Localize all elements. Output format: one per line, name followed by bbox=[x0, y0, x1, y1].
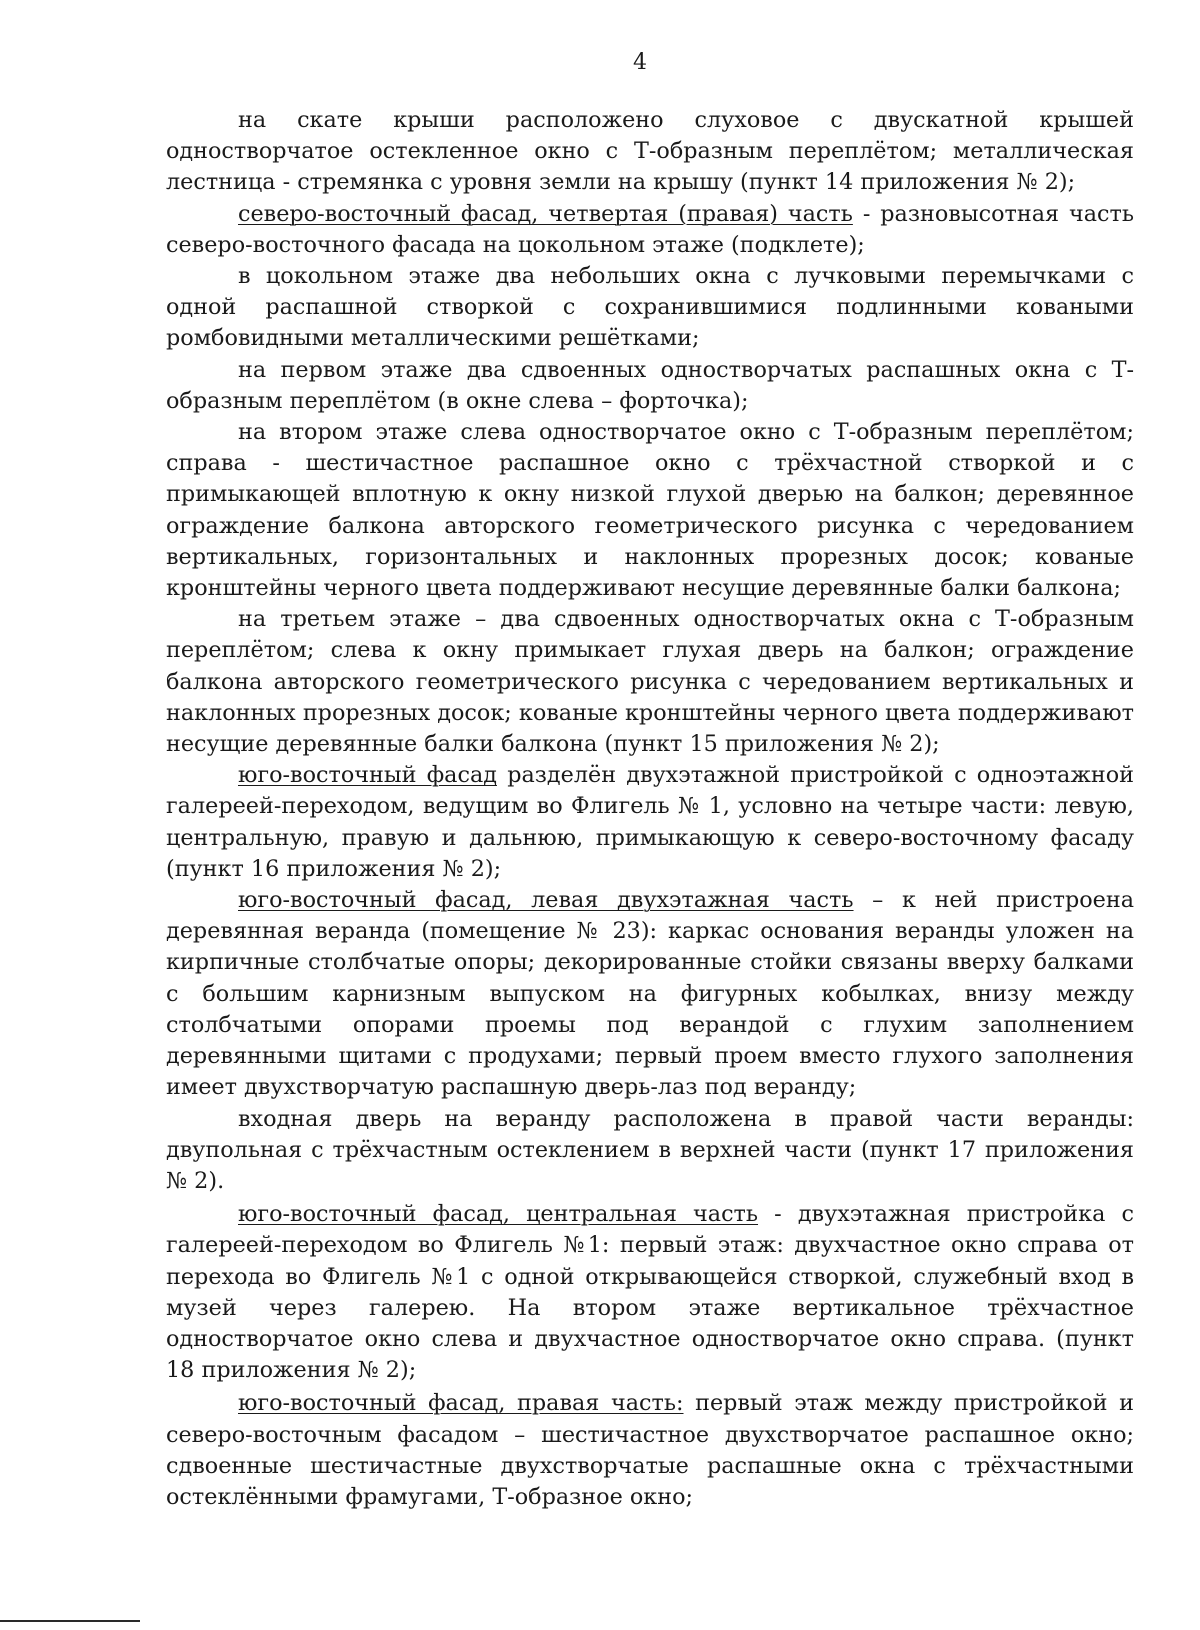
page-number: 4 bbox=[633, 50, 647, 75]
paragraph bbox=[166, 355, 1134, 417]
paragraph bbox=[166, 1388, 1134, 1513]
paragraph-text: - двухэтажная пристройка с галереей-переходом во Флигель №1: первый этаж: двухчастное окно справа от перехода во Флигель №1 с одной открывающейся створкой, служебный вход в музей через галерею. На втором этаже вертикальное трёхчастное одностворчатое окно слева и двухчастное одностворчатое окно справа. (пункт 18 приложения № 2); bbox=[166, 1201, 1134, 1384]
section-heading: юго-восточный фасад bbox=[238, 762, 497, 789]
section-heading: юго-восточный фасад, центральная часть bbox=[238, 1201, 759, 1228]
paragraph bbox=[166, 604, 1134, 760]
section-heading: юго-восточный фасад, правая часть: bbox=[238, 1390, 684, 1417]
paragraph-text: - разновысотная часть северо-восточного фасада на цокольном этаже (подклете); bbox=[166, 200, 1134, 258]
paragraph bbox=[166, 885, 1134, 1103]
document-body bbox=[166, 105, 1134, 1513]
paragraph-text: на третьем этаже – два сдвоенных одностворчатых окна с Т-образным переплётом; слева к окну примыкает глухая дверь на балкон; ограждение балкона авторского геометрического рисунка с чередованием вертикальных и наклонных прорезных досок; кованые кронштейны черного цвета поддерживают несущие деревянные балки балкона (пункт 15 приложения № 2); bbox=[166, 606, 1134, 758]
paragraph bbox=[166, 1104, 1134, 1198]
paragraph-text: – к ней пристроена деревянная веранда (помещение № 23): каркас основания веранды уложен на кирпичные столбчатые опоры; декорированные стойки связаны вверху балками с большим карнизным выпуском на фигурных кобылках, внизу между столбчатыми опорами проемы под верандой с глухим заполнением деревянными щитами с продухами; первый проем вместо глухого заполнения имеет двухстворчатую распашную дверь-лаз под веранду; bbox=[166, 887, 1134, 1101]
paragraph-text: первый этаж между пристройкой и северо-восточным фасадом – шестичастное двухстворчатое распашное окно; сдвоенные шестичастные двухстворчатые распашные окна с трёхчастными остеклёнными фрамугами, Т-образное окно; bbox=[166, 1390, 1134, 1510]
paragraph bbox=[166, 261, 1134, 355]
paragraph-text: в цокольном этаже два небольших окна с лучковыми перемычками с одной распашной створкой с сохранившимися подлинными коваными ромбовидными металлическими решётками; bbox=[166, 263, 1134, 352]
paragraph bbox=[166, 417, 1134, 604]
paragraph-text: разделён двухэтажной пристройкой с одноэтажной галереей-переходом, ведущим во Флигель № 1, условно на четыре части: левую, центральную, правую и дальнюю, примыкающую к северо-восточному фасаду (пункт 16 приложения № 2); bbox=[166, 762, 1134, 882]
section-heading: юго-восточный фасад, левая двухэтажная часть bbox=[238, 887, 854, 914]
paragraph bbox=[166, 199, 1134, 261]
paragraph bbox=[166, 1199, 1134, 1386]
paragraph-text: на втором этаже слева одностворчатое окно с Т-образным переплётом; справа - шестичастное распашное окно с трёхчастной створкой и с примыкающей вплотную к окну низкой глухой дверью на балкон; деревянное ограждение балкона авторского геометрического рисунка с чередованием вертикальных, горизонтальных и наклонных прорезных досок; кованые кронштейны черного цвета поддерживают несущие деревянные балки балкона; bbox=[166, 419, 1134, 602]
paragraph-text: входная дверь на веранду расположена в правой части веранды: двупольная с трёхчастным остеклением в верхней части (пункт 17 приложения № 2). bbox=[166, 1105, 1134, 1194]
section-heading: северо-восточный фасад, четвертая (правая) часть bbox=[238, 200, 853, 227]
paragraph-text: на первом этаже два сдвоенных одностворчатых распашных окна с Т-образным переплётом (в окне слева – форточка); bbox=[166, 356, 1134, 414]
footer-rule bbox=[0, 1620, 140, 1622]
paragraph bbox=[166, 105, 1134, 199]
paragraph-text: на скате крыши расположено слуховое с двускатной крышей одностворчатое остекленное окно с Т-образным переплётом; металлическая лестница - стремянка с уровня земли на крышу (пункт 14 приложения № 2); bbox=[166, 107, 1134, 196]
paragraph bbox=[166, 760, 1134, 885]
